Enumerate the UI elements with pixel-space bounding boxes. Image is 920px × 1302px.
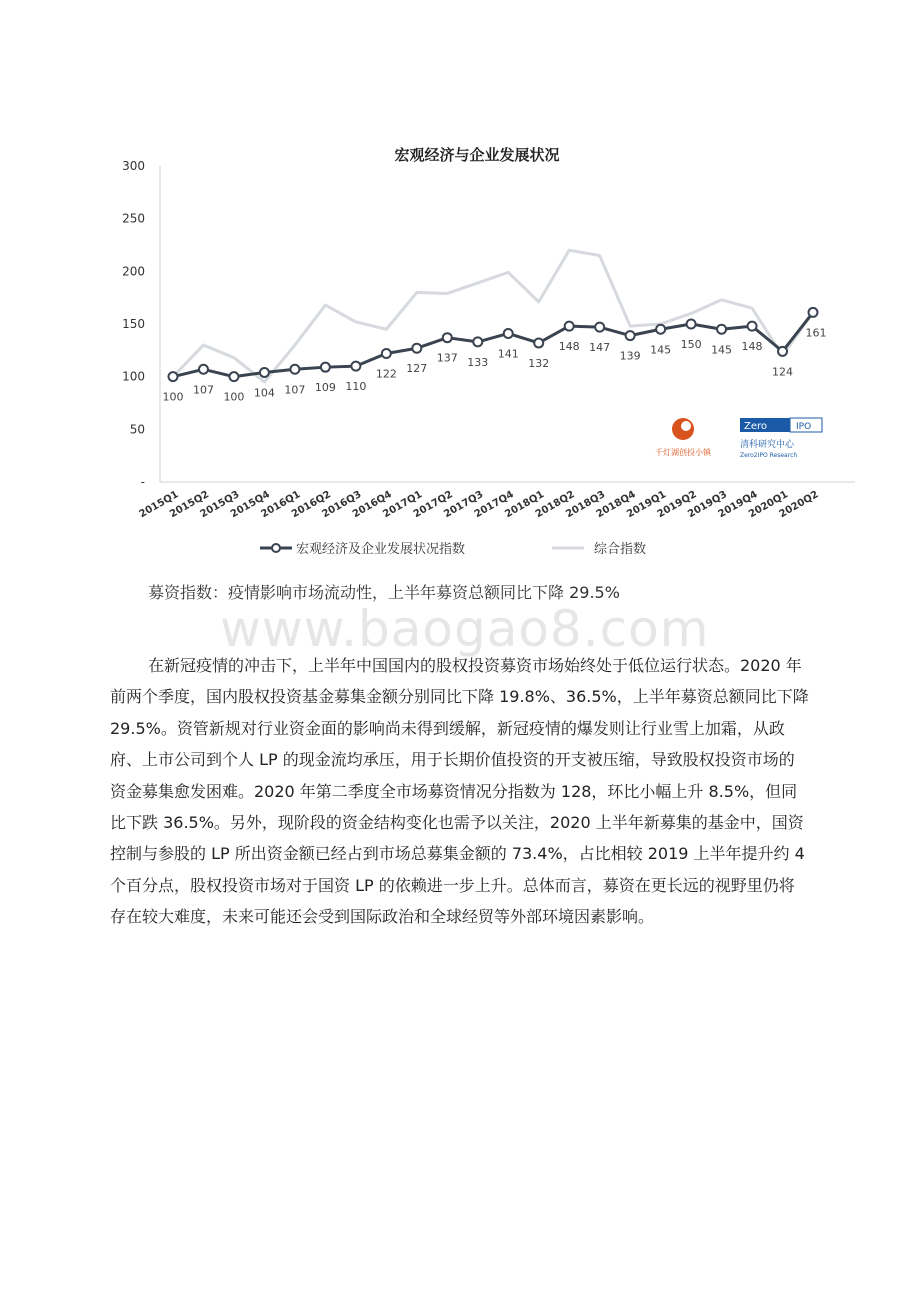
x-tick-label: 2016Q1 — [259, 489, 303, 521]
data-label: 145 — [711, 343, 733, 357]
data-label: 127 — [406, 362, 428, 376]
x-tick-label: 2020Q1 — [747, 489, 791, 521]
data-label: 107 — [192, 383, 214, 397]
data-label: 100 — [162, 390, 184, 404]
data-point-main — [412, 344, 421, 353]
x-tick-label: 2018Q2 — [533, 489, 577, 521]
x-tick-label: 2019Q2 — [655, 489, 699, 521]
y-tick-label: 100 — [122, 369, 145, 384]
data-point-main — [199, 365, 208, 374]
x-tick-label: 2017Q3 — [442, 489, 486, 521]
data-label: 110 — [345, 380, 367, 394]
data-point-main — [687, 320, 696, 329]
x-tick-label: 2020Q2 — [777, 489, 821, 521]
data-label: 109 — [314, 381, 336, 395]
data-label: 132 — [528, 356, 550, 370]
data-label: 100 — [223, 390, 245, 404]
data-point-main — [443, 333, 452, 342]
data-label: 133 — [467, 355, 489, 369]
x-tick-label: 2017Q4 — [472, 489, 516, 521]
x-tick-label: 2016Q3 — [320, 489, 364, 521]
x-tick-label: 2015Q1 — [137, 489, 181, 521]
data-point-main — [229, 372, 238, 381]
series-line-composite — [173, 250, 813, 382]
data-point-main — [717, 325, 726, 334]
data-point-main — [290, 365, 299, 374]
data-label: 139 — [619, 349, 641, 363]
data-label: 137 — [436, 351, 458, 365]
data-point-main — [748, 322, 757, 331]
data-point-main — [534, 338, 543, 347]
x-tick-label: 2016Q4 — [350, 489, 394, 521]
x-tick-label: 2017Q2 — [411, 489, 455, 521]
logo-zero-sub2: Zero2IPO Research — [740, 452, 798, 459]
data-point-main — [321, 363, 330, 372]
x-tick-label: 2015Q2 — [167, 489, 211, 521]
logo-zero-sub: 清科研究中心 — [740, 440, 795, 450]
watermark: www.baogao8.com — [220, 600, 710, 658]
logo-zero2ipo — [740, 418, 822, 459]
x-tick-label: 2019Q1 — [625, 489, 669, 521]
data-point-main — [809, 308, 818, 317]
y-tick-label: 300 — [122, 159, 145, 173]
data-point-main — [382, 349, 391, 358]
data-label: 107 — [284, 383, 306, 397]
chart-title: 宏观经济与企业发展状况 — [394, 146, 560, 164]
legend-label-composite: 综合指数 — [594, 542, 647, 557]
line-chart — [110, 130, 855, 570]
data-label: 150 — [680, 338, 702, 351]
y-tick-label: 150 — [122, 317, 145, 331]
data-point-main — [504, 329, 513, 338]
data-label: 161 — [805, 326, 827, 340]
y-tick-label: - — [140, 475, 145, 489]
x-tick-label: 2019Q3 — [686, 489, 730, 521]
data-point-main — [473, 337, 482, 346]
logo-zero-text: Zero — [744, 421, 768, 432]
x-tick-label: 2016Q2 — [289, 489, 333, 521]
data-point-main — [595, 323, 604, 332]
svg-text:IPO: IPO — [796, 422, 812, 432]
data-label: 148 — [741, 340, 763, 354]
logo-qdh-text: 千灯湖创投小镇 — [655, 448, 711, 457]
y-tick-label: 50 — [129, 422, 145, 437]
data-label: 147 — [589, 341, 611, 355]
body-paragraph: 在新冠疫情的冲击下，上半年中国国内的股权投资募资市场始终处于低位运行状态。2020 年前两个季度，国内股权投资基金募集金额分别同比下降 19.8%、36.5%，上半年募资总额同比下降 29.5%。资管新规对行业资金面的影响尚未得到缓解，新冠疫情的爆发则让行业雪上加霜，从政府、上市公司到个人 LP 的现金流均承压，用于长期价值投资的开支被压缩，导致股权投资市场的资金募集愈发困难。2020 年第二季度全市场募资情况分指数为 128，环比小幅上升 8.5%，但同比下跌 36.5%。另外，现阶段的资金结构变化也需予以关注，2020 上半年新募集的基金中，国资控制与参股的 LP 所出资金额已经占到市场总募集金额的 73.4%，占比相较 2019 上半年提升约 4 个百分点，股权投资市场对于国资 LP 的依赖进一步上升。总体而言，募资在更长远的视野里仍将存在较大难度，未来可能还会受到国际政治和全球经贸等外部环境因素影响。 — [110, 656, 809, 927]
x-tick-label: 2017Q1 — [381, 489, 425, 521]
data-point-main — [565, 322, 574, 331]
data-label: 141 — [497, 347, 519, 361]
data-point-main — [778, 347, 787, 356]
y-tick-label: 250 — [122, 211, 145, 226]
data-point-main — [626, 331, 635, 340]
y-tick-label: 200 — [122, 264, 145, 279]
logo-qiandenghu — [655, 418, 712, 457]
legend-label-main: 宏观经济及企业发展状况指数 — [296, 542, 466, 557]
data-point-main — [260, 368, 269, 377]
x-tick-label: 2018Q4 — [594, 489, 638, 521]
chart-caption: 募资指数：疫情影响市场流动性，上半年募资总额同比下降 29.5% — [148, 583, 620, 602]
data-point-main — [656, 325, 665, 334]
x-tick-label: 2019Q4 — [716, 489, 760, 521]
x-tick-label: 2015Q4 — [228, 489, 272, 521]
data-label: 124 — [772, 365, 794, 379]
data-label: 148 — [558, 340, 580, 354]
data-label: 104 — [253, 386, 275, 400]
x-tick-label: 2015Q3 — [198, 489, 242, 521]
x-tick-label: 2018Q3 — [564, 489, 608, 521]
data-label: 145 — [650, 343, 672, 357]
data-point-main — [169, 372, 178, 381]
data-label: 122 — [375, 367, 397, 381]
x-tick-label: 2018Q1 — [503, 489, 547, 521]
legend — [260, 541, 646, 557]
data-point-main — [351, 362, 360, 371]
